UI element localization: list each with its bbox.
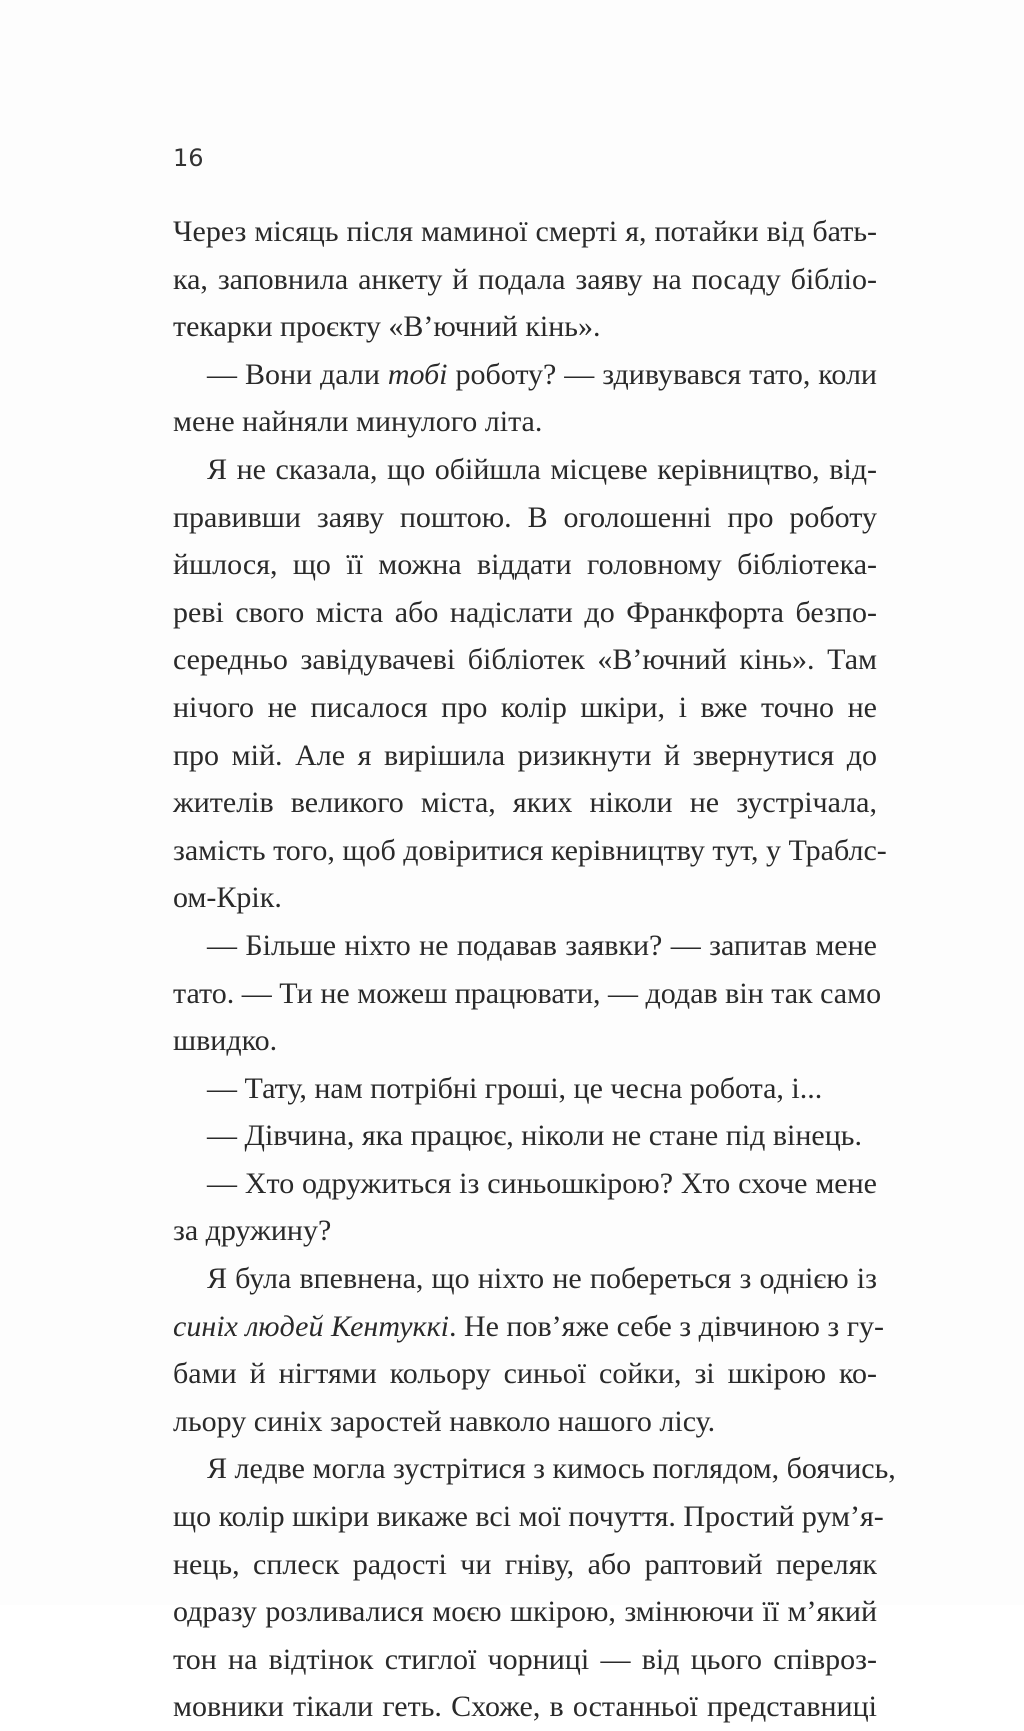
page-number: 16 bbox=[173, 144, 204, 172]
text-segment: — Дівчина, яка працює, ніколи не стане під вінець. bbox=[207, 1119, 862, 1153]
text-segment: Через місяць після маминої смерті я, потайки від бать- bbox=[173, 215, 877, 248]
text-line bbox=[173, 779, 877, 827]
text-segment: про мій. Але я вирішила ризикнути й звернутися до bbox=[173, 738, 877, 772]
text-segment: йшлося, що її можна віддати головному бібліотека- bbox=[173, 548, 877, 582]
text-line bbox=[173, 1683, 877, 1731]
body-text bbox=[173, 208, 896, 1731]
text-segment: тато. — Ти не можеш працювати, — додав він так само bbox=[173, 976, 882, 1010]
text-line bbox=[173, 1445, 896, 1493]
text-line bbox=[173, 541, 877, 589]
text-line bbox=[173, 827, 887, 875]
text-segment: правивши заяву поштою. В оголошенні про роботу bbox=[173, 500, 877, 534]
text-segment: реві свого міста або надіслати до Франкфорта безпо- bbox=[173, 595, 877, 629]
text-line bbox=[173, 351, 877, 399]
text-line bbox=[173, 208, 877, 256]
text-segment: за дружину? bbox=[173, 1214, 332, 1248]
text-segment: ка, заповнила анкету й подала заяву на посаду бібліо- bbox=[173, 262, 877, 296]
text-segment: — Тату, нам потрібні гроші, це чесна робота, і... bbox=[207, 1071, 823, 1105]
text-segment: льору синіх заростей навколо нашого лісу. bbox=[173, 1404, 716, 1438]
text-segment: роботу? — здивувався тато, коли bbox=[447, 357, 877, 391]
text-line bbox=[173, 1398, 877, 1446]
text-line bbox=[173, 732, 877, 780]
text-line bbox=[173, 636, 877, 684]
text-segment: жителів великого міста, яких ніколи не зустрічала, bbox=[173, 786, 877, 820]
text-segment: Я не сказала, що обійшла місцеве керівництво, від- bbox=[207, 452, 877, 486]
text-line bbox=[173, 1017, 877, 1065]
text-line bbox=[173, 1207, 877, 1255]
text-line bbox=[173, 1065, 877, 1113]
text-line bbox=[173, 684, 877, 732]
text-line bbox=[173, 1112, 877, 1160]
text-line bbox=[173, 1303, 884, 1351]
text-line bbox=[173, 1493, 884, 1541]
text-segment: текарки проєкту «В’ючний кінь». bbox=[173, 310, 601, 344]
text-line bbox=[173, 398, 877, 446]
italic-segment: синіх людей Кентуккі bbox=[173, 1309, 449, 1343]
text-segment: Я була впевнена, що ніхто не побереться з однією із bbox=[207, 1262, 877, 1296]
text-line bbox=[173, 256, 877, 304]
text-line bbox=[173, 874, 877, 922]
text-segment: ом-Крік. bbox=[173, 881, 282, 915]
text-segment: швидко. bbox=[173, 1024, 278, 1058]
text-line bbox=[173, 1350, 877, 1398]
text-segment: — Вони дали bbox=[207, 357, 388, 391]
text-segment: нічого не писалося про колір шкіри, і вже точно не bbox=[173, 690, 877, 724]
text-line bbox=[173, 922, 877, 970]
text-segment: . Не пов’яже себе з дівчиною з гу- bbox=[448, 1309, 884, 1343]
text-line bbox=[173, 1541, 877, 1589]
text-line bbox=[173, 970, 882, 1018]
text-segment: — Більше ніхто не подавав заявки? — запитав мене bbox=[207, 928, 877, 962]
text-segment: нець, сплеск радості чи гніву, або раптовий переляк bbox=[173, 1547, 877, 1581]
italic-segment: тобі bbox=[387, 357, 448, 391]
text-segment: Я ледве могла зустрітися з кимось поглядом, боячись, bbox=[207, 1452, 896, 1486]
text-segment: тон на відтінок стиглої чорниці — від цього співроз- bbox=[173, 1642, 877, 1676]
text-line bbox=[173, 303, 877, 351]
text-segment: — Хто одружиться із синьошкірою? Хто схоче мене bbox=[207, 1166, 877, 1200]
text-line bbox=[173, 1588, 877, 1636]
text-segment: одразу розливалися моєю шкірою, змінюючи її м’який bbox=[173, 1595, 877, 1629]
text-segment: мовники тікали геть. Схоже, в останньої представниці bbox=[173, 1690, 877, 1724]
text-line bbox=[173, 494, 877, 542]
text-segment: мене найняли минулого літа. bbox=[173, 405, 543, 439]
text-line bbox=[173, 1160, 877, 1208]
text-line bbox=[173, 589, 877, 637]
text-segment: середньо завідувачеві бібліотек «В’ючний кінь». Там bbox=[173, 643, 877, 677]
text-line bbox=[173, 1255, 877, 1303]
text-line bbox=[173, 446, 877, 494]
text-segment: що колір шкіри викаже всі мої почуття. Простий рум’я- bbox=[173, 1500, 884, 1534]
text-segment: замість того, щоб довіритися керівництву тут, у Траблс- bbox=[173, 833, 887, 867]
text-line bbox=[173, 1636, 877, 1684]
text-segment: бами й нігтями кольору синьої сойки, зі шкірою ко- bbox=[173, 1357, 877, 1391]
